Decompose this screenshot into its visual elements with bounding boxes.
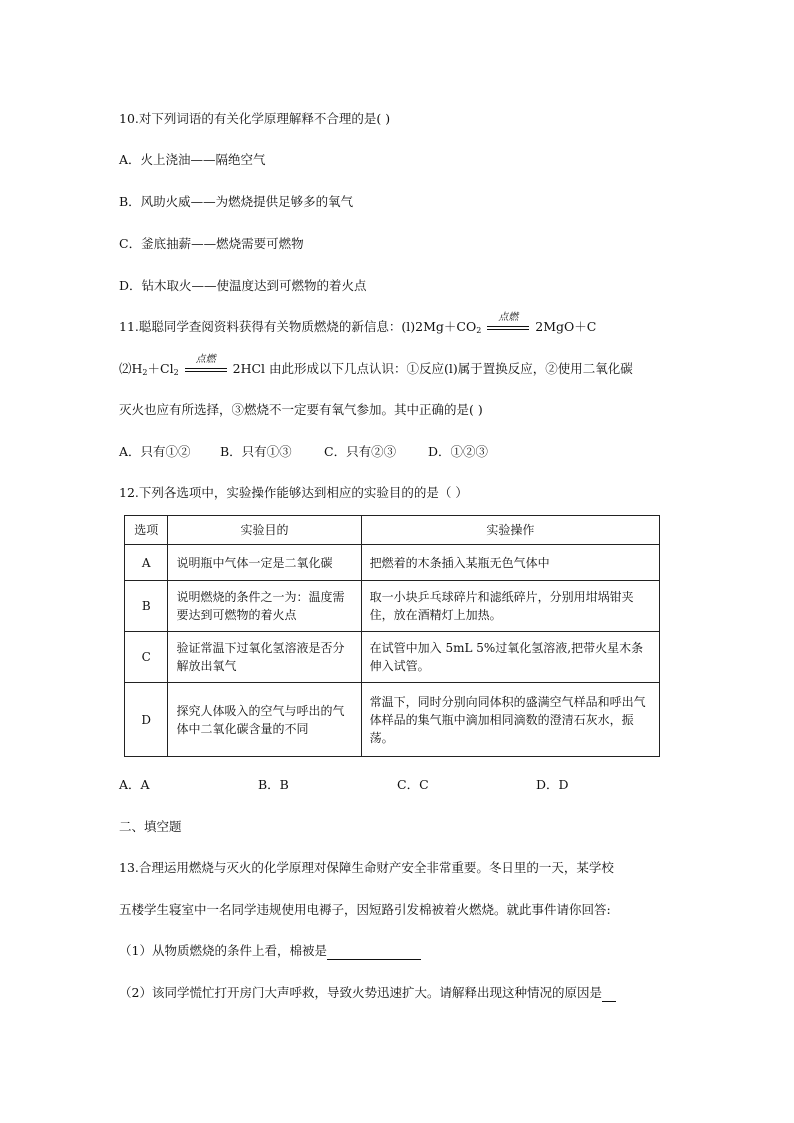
q11-options bbox=[119, 443, 488, 461]
table-cell-operation: 常温下，同时分别向同体积的盛满空气样品和呼出气体样品的集气瓶中滴加相同滴数的澄清石灰水，振荡。 bbox=[361, 683, 659, 757]
q10-option-a: A．火上浇油——隔绝空气 bbox=[119, 152, 266, 167]
q11-line2-b: ＋Cl bbox=[147, 361, 174, 376]
table-cell-operation: 把燃着的木条插入某瓶无色气体中 bbox=[361, 545, 659, 581]
q13-line2: 五楼学生寝室中一名同学违规使用电褥子，因短路引发棉被着火燃烧。就此事件请你回答: bbox=[119, 902, 611, 917]
q10-option-d: D．钻木取火——使温度达到可燃物的着火点 bbox=[119, 278, 367, 293]
q10-stem: 10.对下列词语的有关化学原理解释不合理的是( ) bbox=[119, 111, 391, 126]
table-cell-purpose: 说明瓶中气体一定是二氧化碳 bbox=[168, 545, 361, 581]
q13-line1: 13.合理运用燃烧与灭火的化学原理对保障生命财产安全非常重要。冬日里的一天，某学校 bbox=[119, 860, 614, 875]
q11-line1-prefix: 11.聪聪同学查阅资料获得有关物质燃烧的新信息：(l)2Mg＋CO bbox=[119, 319, 477, 334]
reaction-condition-label-2: 点燃 bbox=[195, 354, 216, 365]
table-cell-purpose: 验证常温下过氧化氢溶液是否分解放出氧气 bbox=[168, 632, 361, 683]
q11-line1 bbox=[119, 312, 597, 340]
table-cell-purpose: 探究人体吸入的空气与呼出的气体中二氧化碳含量的不同 bbox=[168, 683, 361, 757]
q13-sub2 bbox=[119, 984, 616, 1002]
q12-stem: 12.下列各选项中，实验操作能够达到相应的实验目的的是（ ） bbox=[119, 485, 468, 500]
table-header-option: 选项 bbox=[125, 516, 168, 545]
reaction-condition-label: 点燃 bbox=[498, 312, 519, 323]
q11-option-b: B．只有①③ bbox=[220, 444, 292, 459]
q11-line2-a: ⑵H bbox=[119, 361, 143, 376]
q11-line1-suffix: 2MgO＋C bbox=[535, 319, 597, 334]
q13-sub2-text: （2）该同学慌忙打开房门大声呼救，导致火势迅速扩大。请解释出现这种情况的原因是 bbox=[119, 985, 602, 1000]
q10-option-c: C．釜底抽薪——燃烧需要可燃物 bbox=[119, 236, 304, 251]
table-cell-option: A bbox=[125, 545, 168, 581]
q11-option-d: D．①②③ bbox=[428, 444, 489, 459]
q10-option-b: B．风助火威——为燃烧提供足够多的氧气 bbox=[119, 194, 354, 209]
table-row bbox=[125, 581, 660, 632]
reaction-condition-equals bbox=[485, 312, 531, 336]
table-cell-option: B bbox=[125, 581, 168, 632]
table-cell-option: D bbox=[125, 683, 168, 757]
table-cell-operation: 取一小块乒乓球碎片和滤纸碎片，分别用坩埚钳夹住，放在酒精灯上加热。 bbox=[361, 581, 659, 632]
q11-line2-sub1: 2 bbox=[142, 368, 148, 377]
q13-sub1-text: （1）从物质燃烧的条件上看，棉被是 bbox=[119, 943, 327, 958]
experiment-table bbox=[124, 515, 660, 757]
reaction-condition-equals-2 bbox=[183, 354, 229, 378]
section-title: 二、填空题 bbox=[119, 819, 182, 834]
q12-option-a: A．A bbox=[119, 777, 150, 792]
q11-option-a: A．只有①② bbox=[119, 444, 191, 459]
table-header-purpose: 实验目的 bbox=[168, 516, 361, 545]
q12-options bbox=[119, 776, 569, 794]
q11-line1-sub: 2 bbox=[476, 326, 482, 335]
q11-line2 bbox=[119, 354, 633, 382]
q12-option-d: D．D bbox=[536, 777, 569, 792]
table-cell-operation: 在试管中加入 5mL 5%过氧化氢溶液,把带火星木条伸入试管。 bbox=[361, 632, 659, 683]
q13-answer-blank-1[interactable] bbox=[327, 945, 421, 960]
q11-line2-sub2: 2 bbox=[173, 368, 179, 377]
q11-line2-suffix: 2HCl 由此形成以下几点认识：①反应(l)属于置换反应，②使用二氧化碳 bbox=[232, 361, 633, 376]
table-header-operation: 实验操作 bbox=[361, 516, 659, 545]
table-row bbox=[125, 545, 660, 581]
q11-line3: 灭火也应有所选择，③燃烧不一定要有氧气参加。其中正确的是( ) bbox=[119, 402, 483, 417]
table-cell-purpose: 说明燃烧的条件之一为：温度需要达到可燃物的着火点 bbox=[168, 581, 361, 632]
table-cell-option: C bbox=[125, 632, 168, 683]
q13-answer-blank-2[interactable] bbox=[602, 987, 616, 1002]
table-row bbox=[125, 632, 660, 683]
q12-option-c: C．C bbox=[397, 777, 429, 792]
table-row bbox=[125, 683, 660, 757]
q12-option-b: B．B bbox=[258, 777, 289, 792]
table-header-row bbox=[125, 516, 660, 545]
q13-sub1 bbox=[119, 942, 421, 960]
q11-option-c: C．只有②③ bbox=[324, 444, 397, 459]
